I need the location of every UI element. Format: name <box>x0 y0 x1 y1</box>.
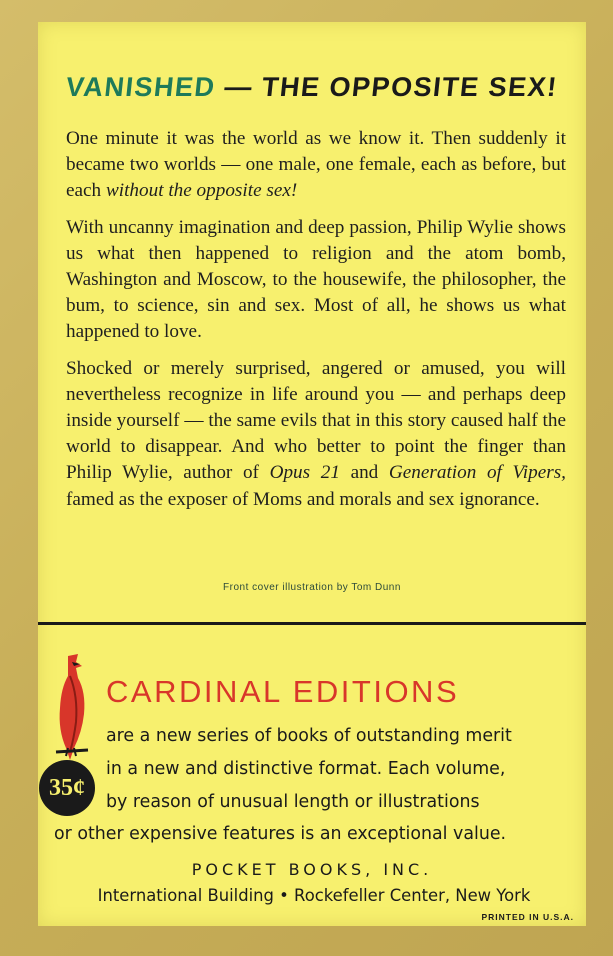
blurb-p3-text-a: Shocked or merely surprised, angered or amused, you will nevertheless recognize in life around you — and perhaps deep inside yourself — the same evils that in this story caused half the world to disappear. And who better to point the finger than Philip Wylie, author of <box>66 357 566 484</box>
title-generation-of-vipers: Generation of Vipers, <box>388 462 566 484</box>
headline-vanished: VANISHED <box>64 72 218 102</box>
price-badge: 35¢ <box>39 760 95 816</box>
blurb-paragraph-3 <box>66 356 566 513</box>
blurb <box>66 126 566 523</box>
cardinal-editions-title: CARDINAL EDITIONS <box>106 674 460 709</box>
blurb-p3-text-c: and <box>339 462 389 484</box>
blurb-paragraph-1 <box>66 126 566 205</box>
blurb-p3-text-e: famed as the exposer of Moms and morals and sex ignorance. <box>66 488 540 510</box>
publisher-name: POCKET BOOKS, INC. <box>191 860 433 879</box>
headline-dash: — <box>214 72 255 102</box>
series-line-4: or other expensive features is an exceptional value. <box>54 824 507 844</box>
series-line-2: in a new and distinctive format. Each volume, <box>106 759 506 779</box>
series-line-1: are a new series of books of outstanding merit <box>106 726 512 746</box>
series-line-3: by reason of unusual length or illustrations <box>106 792 480 812</box>
blurb-paragraph-2: With uncanny imagination and deep passion, Philip Wylie shows us what then happened to religion and the atom bomb, Washington and Moscow, to the housewife, the philosopher, the bum, to science, sin and sex. Most of all, he shows us what happened to love. <box>66 216 566 343</box>
cardinal-bird-logo-icon <box>48 652 96 762</box>
cover-credit: Front cover illustration by Tom Dunn <box>223 582 401 593</box>
headline-opposite-sex: THE OPPOSITE SEX! <box>260 72 560 102</box>
blurb-p1-text: One minute it was the world as we know it. Then suddenly it became two worlds — one male, one female, each as before, but each <box>66 128 566 202</box>
yellow-panel <box>38 22 586 926</box>
printed-in-usa: PRINTED IN U.S.A. <box>481 912 574 922</box>
blurb-p1-emphasis: without the opposite sex! <box>105 180 298 202</box>
headline <box>64 72 577 103</box>
publisher-address: International Building • Rockefeller Center, New York <box>97 886 531 905</box>
divider-rule <box>38 622 586 625</box>
title-opus-21: Opus 21 <box>269 462 340 484</box>
